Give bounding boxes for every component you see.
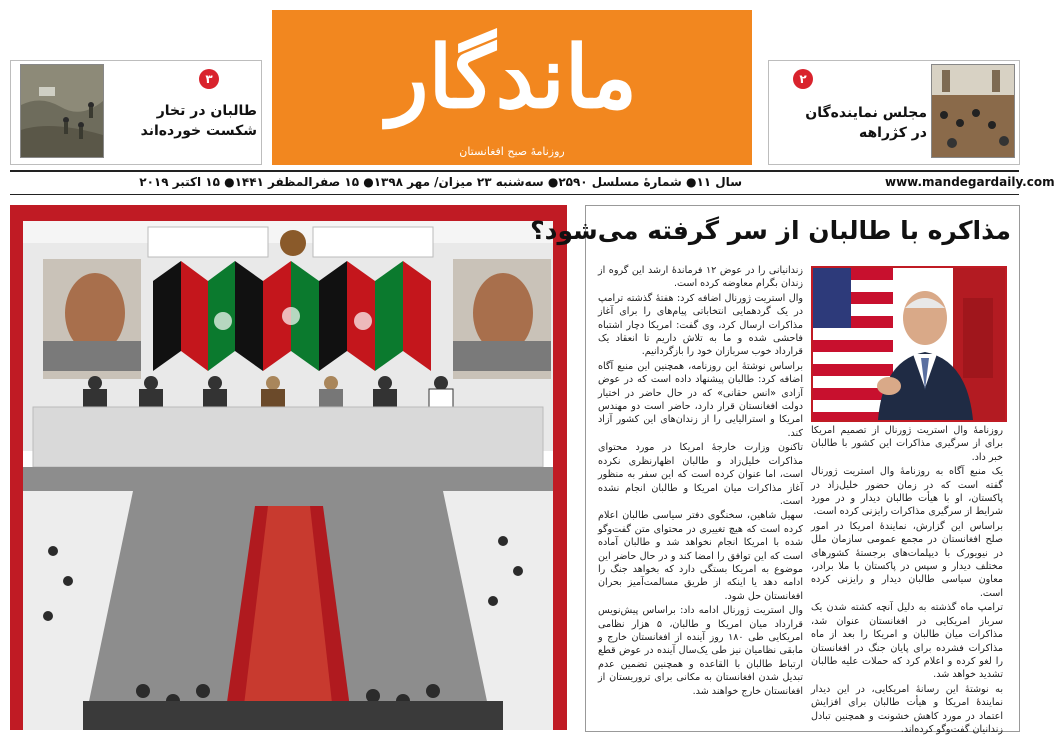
left-teaser-box[interactable] <box>10 60 262 165</box>
paragraph: یک منبع آگاه به روزنامۀ وال استریت ژورنال گفته است که در زمان حضور خلیل‌زاد در پاکستان، او با هیأت طالبان دیدار و در مورد شرایط از سرگیری مذاکرات رایزنی کرده است. <box>811 466 1003 518</box>
newspaper-title: ماندگار <box>386 27 638 128</box>
main-photo-frame <box>10 205 567 730</box>
paragraph: وال استریت ژورنال اضافه کرد: هفتۀ گذشته ترامپ در یک گردهمایی انتخاباتی پیام‌های را برای آغاز مذاکرات ارسال کرد، وی گفت: امریکا دچار اشتباه فاحشی شده و ما به تلاش داریم تا انعقاد یک قرارداد خوب سربازان خود را بازگردانیم. <box>598 292 803 358</box>
paragraph: سهیل شاهین، سخنگوی دفتر سیاسی طالبان اعلام کرده است که هیچ تغییری در محتوای متن گفت‌وگو شده با امریکا انجام نخواهد شد و طالبان آماده است که این توافق را امضا کند و در حال حاضر این موضوع به امریکا بستگی دارد که بخواهد جنگ را ادامه دهد یا اینکه از طریق مسالمت‌آمیز بحران افغانستان حل شود. <box>598 510 803 602</box>
paragraph: براساس این گزارش، نمایندۀ امریکا در امور صلح افغانستان در مجمع عمومی سازمان ملل در نیویورک با دیپلمات‌های برجستۀ کشورهای مختلف دیدار و سپس در پاکستان با ملا برادر، معاون سیاسی طالبان دیدار و رایزنی کرده است. <box>811 520 1003 599</box>
paragraph: زندانیانی را در عوض ۱۲ فرماندۀ ارشد این گروه از زندان بگرام معاوضه کرده است. <box>598 265 803 290</box>
left-teaser-headline[interactable]: طالبان در تخار شکست خورده‌اند <box>140 103 257 139</box>
paragraph: براساس نوشتۀ این روزنامه، همچنین این منبع آگاه اضافه کرد: طالبان پیشنهاد داده است که در عوض آزادی «انس حقانی» که در حال حاضر در اختیار دولت افغانستان قرار دارد، حاضر است دو مهندس امریکا و استرالیایی را از زندان‌های این کشور آزاد کند. <box>598 360 803 439</box>
right-teaser-number-badge: ۲ <box>793 69 813 89</box>
paragraph: به نوشتۀ این رسانۀ امریکایی، در این دیدار نمایندۀ امریکا و هیأت طالبان برای افزایش اعتماد در مورد کاهش خشونت و همچنین تبادل زندانیان گفت‌وگو کرده‌اند. <box>811 683 1003 735</box>
article-column-right <box>811 424 1003 735</box>
newspaper-subtitle: روزنامهٔ صبح افغانستان <box>459 145 565 158</box>
parliament-photo-icon <box>931 64 1015 158</box>
soldiers-photo-icon <box>20 64 104 158</box>
website-link[interactable]: www.mandegardaily.com <box>885 175 1055 189</box>
article-headline[interactable]: مذاکره با طالبان از سر گرفته می‌شود؟ <box>530 216 1011 245</box>
paragraph: وال استریت ژورنال ادامه داد: براساس پیش‌نویس قرارداد میان امریکا و طالبان، ۵ هزار نظامی امریکایی طی ۱۸۰ روز آینده از افغانستان خارج و مابقی نظامیان نیز طی یک‌سال آینده در عوض قطع ارتباط طالبان با القاعده و همچنین تضمین عدم تبدیل شدن افغانستان به مکانی برای تروریستان از افغانستان خارج خواهند شد. <box>598 605 803 697</box>
paragraph: تاکنون وزارت خارجۀ امریکا در مورد محتوای مذاکرات خلیل‌زاد و طالبان اظهارنظری نکرده است، اما عنوان کرده است که این سفر به منظور آغاز مذاکرات میان امریکا و طالبان انجام نشده است. <box>598 442 803 507</box>
lead-article <box>530 205 1020 735</box>
paragraph: ترامپ ماه گذشته به دلیل آنچه کشته شدن یک سرباز امریکایی در افغانستان عنوان شد، مذاکرات میان طالبان و امریکا را بعد از ماه مذاکرات فشرده برای پایان جنگ در افغانستان را لغو کرده و اعلام کرد که حملات علیه طالبان تشدید خواهد شد. <box>811 602 1003 681</box>
khalilzad-portrait-icon[interactable] <box>811 266 1007 422</box>
right-teaser-headline[interactable]: مجلس نماینده‌گان در کژراهه <box>805 105 927 141</box>
article-column-left <box>598 264 803 730</box>
election-commission-press-conference-icon[interactable] <box>23 221 553 730</box>
issue-info: سال ۱۱● شمارۀ مسلسل ۲۵۹۰● سه‌شنبه ۲۳ میزان/ مهر ۱۳۹۸● ۱۵ صفرالمظفر ۱۴۴۱● ۱۵ اکتبر ۲۰۱۹ <box>139 175 742 189</box>
paragraph: روزنامۀ وال استریت ژورنال از تصمیم امریکا برای از سرگیری مذاکرات این کشور با طالبان خبر داد. <box>811 425 1003 463</box>
header-rule-top <box>10 170 1019 172</box>
header-rule-bottom <box>10 194 1019 195</box>
right-teaser-box[interactable] <box>768 60 1020 165</box>
masthead-logo[interactable] <box>272 10 752 165</box>
left-teaser-number-badge: ۳ <box>199 69 219 89</box>
